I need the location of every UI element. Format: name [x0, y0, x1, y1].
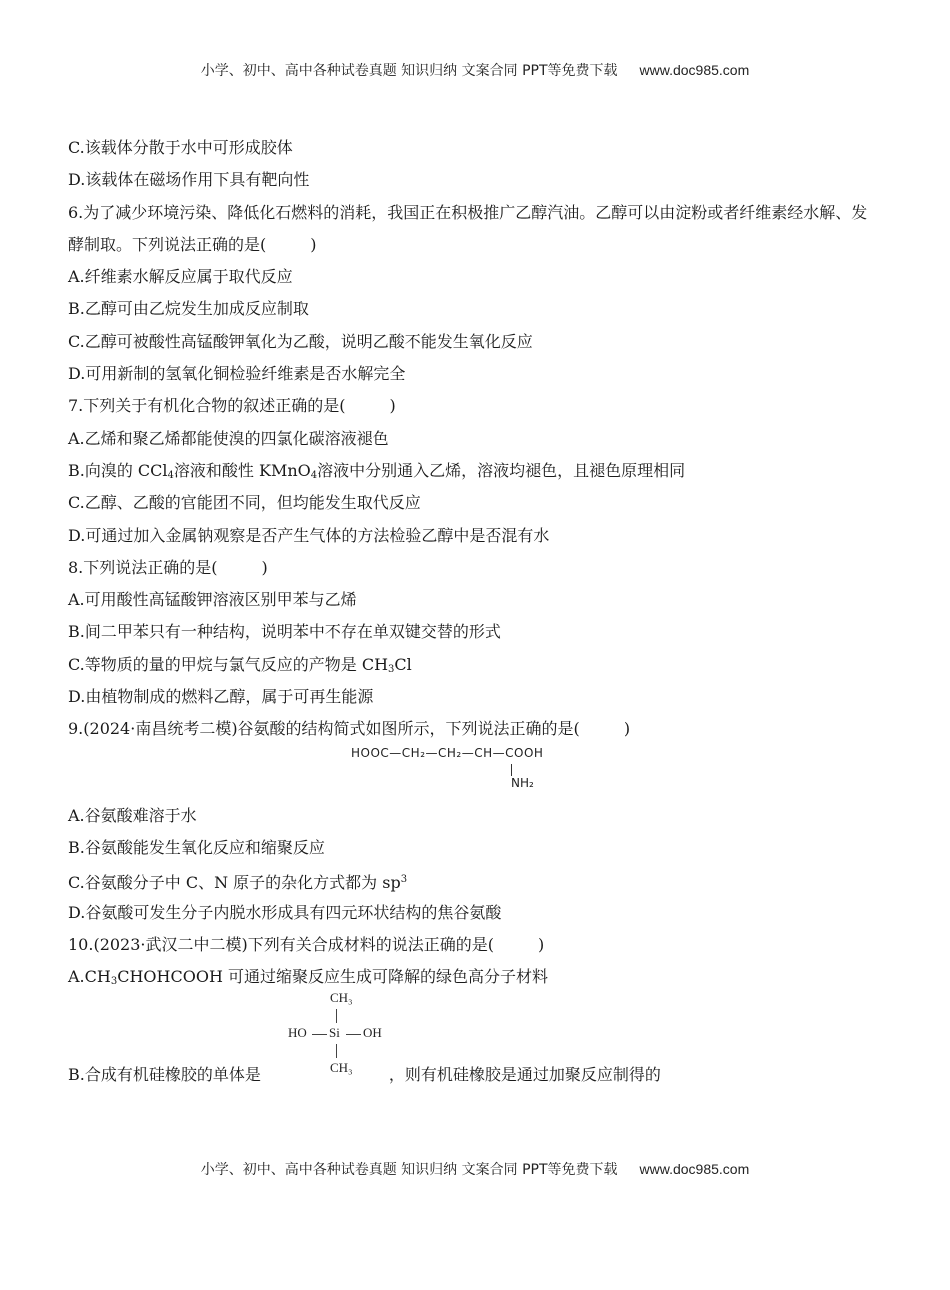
q8-c-sub: 3 — [388, 663, 395, 675]
q6-option-b: B.乙醇可由乙烷发生加成反应制取 — [68, 299, 309, 319]
silane-top-bond — [336, 1009, 337, 1023]
footer-site-link[interactable]: www.doc985.com — [639, 1161, 750, 1177]
q7-b-sub1: 4 — [167, 469, 174, 481]
q7-b-mid: 溶液和酸性 KMnO — [173, 460, 311, 480]
q9-option-c — [68, 864, 878, 896]
footer-text: 小学、初中、高中各种试卷真题 知识归纳 文案合同 PPT等免费下载 — [200, 1162, 618, 1178]
page-header — [0, 60, 950, 80]
q9-option-b: B.谷氨酸能发生氧化反应和缩聚反应 — [68, 837, 325, 857]
q8-stem-text: 8.下列说法正确的是( — [68, 557, 218, 577]
q9-stem — [68, 713, 878, 745]
structure-main-chain: HOOC—CH₂—CH₂—CH—COOH — [351, 745, 544, 760]
q10-a-sub: 3 — [110, 976, 118, 988]
q8-c-pre: C.等物质的量的甲烷与氯气反应的产物是 CH — [68, 654, 389, 674]
q10-option-b — [68, 1059, 878, 1091]
q9-c-sup: 3 — [400, 874, 408, 886]
q10-a-post: CHOHCOOH 可通过缩聚反应生成可降解的绿色高分子材料 — [117, 967, 549, 987]
q10-option-a — [68, 961, 878, 993]
q8-stem-close: ) — [261, 557, 268, 577]
q7-b-post: 溶液中分别通入乙烯，溶液均褪色，且褪色原理相同 — [317, 460, 686, 480]
q10-stem — [68, 929, 878, 961]
q9-stem-close: ) — [623, 719, 631, 739]
q6-stem-text: 6.为了减少环境污染、降低化石燃料的消耗，我国正在积极推广乙醇汽油。乙醇可以由淀粉或者纤维素经水解、发酵制取。下列说法正确的是( — [68, 202, 868, 254]
page-footer — [0, 1159, 950, 1179]
q7-b-pre: B.向溴的 CCl — [68, 460, 168, 480]
q8-option-a: A.可用酸性高锰酸钾溶液区别甲苯与乙烯 — [68, 590, 357, 610]
q10-stem-close: ) — [537, 934, 545, 954]
q10-a-pre: A.CH — [68, 967, 111, 987]
q7-option-a: A.乙烯和聚乙烯都能使溴的四氯化碳溶液褪色 — [68, 428, 389, 448]
q8-option-d: D.由植物制成的燃料乙醇，属于可再生能源 — [68, 687, 374, 707]
q6-stem — [68, 197, 878, 262]
structure-amino-group: NH₂ — [511, 775, 534, 790]
q5-option-d: D.该载体在磁场作用下具有靶向性 — [68, 170, 310, 190]
q7-stem-close: ) — [389, 396, 396, 416]
q7-option-b — [68, 455, 878, 487]
q8-stem — [68, 552, 878, 584]
glutamic-acid-structure — [351, 746, 878, 800]
silane-right-hydroxyl: OH — [363, 1025, 382, 1040]
silane-left-hydroxyl: HO — [288, 1025, 307, 1040]
header-site-link[interactable]: www.doc985.com — [639, 62, 750, 78]
silane-bottom-methyl: CH₃ — [330, 1060, 353, 1075]
silane-right-bond — [346, 1034, 361, 1035]
q6-stem-close: ) — [310, 234, 317, 254]
q10-b-pre: B.合成有机硅橡胶的单体是 — [68, 1065, 261, 1084]
q10-stem-text: 10.(2023·武汉二中二模)下列有关合成材料的说法正确的是( — [68, 934, 494, 954]
q8-c-post: Cl — [394, 654, 412, 674]
q7-stem — [68, 390, 878, 422]
q9-option-d: D.谷氨酸可发生分子内脱水形成具有四元环状结构的焦谷氨酸 — [68, 902, 502, 922]
q7-b-sub2: 4 — [310, 469, 318, 481]
q10-b-post: ，则有机硅橡胶是通过加聚反应制得的 — [388, 1065, 661, 1084]
q9-option-a: A.谷氨酸难溶于水 — [68, 805, 197, 825]
q5-option-c: C.该载体分散于水中可形成胶体 — [68, 138, 293, 157]
q8-option-b: B.间二甲苯只有一种结构，说明苯中不存在单双键交替的形式 — [68, 622, 501, 642]
header-text: 小学、初中、高中各种试卷真题 知识归纳 文案合同 PPT等免费下载 — [200, 63, 618, 79]
structure-bond — [511, 764, 512, 776]
q6-option-a: A.纤维素水解反应属于取代反应 — [68, 267, 293, 287]
q7-option-c: C.乙醇、乙酸的官能团不同，但均能发生取代反应 — [68, 493, 421, 513]
q7-stem-text: 7.下列关于有机化合物的叙述正确的是( — [68, 396, 346, 416]
silane-left-bond — [312, 1034, 327, 1035]
silanediol-structure — [286, 990, 406, 1090]
q7-option-d: D.可通过加入金属钠观察是否产生气体的方法检验乙醇中是否混有水 — [68, 525, 550, 545]
q8-option-c — [68, 649, 878, 681]
silane-bottom-bond — [336, 1044, 337, 1058]
question-content — [68, 132, 878, 993]
silane-top-methyl: CH₃ — [330, 990, 353, 1005]
q6-option-c: C.乙醇可被酸性高锰酸钾氧化为乙酸，说明乙酸不能发生氧化反应 — [68, 331, 533, 351]
q6-option-d: D.可用新制的氢氧化铜检验纤维素是否水解完全 — [68, 364, 406, 384]
q9-c-pre: C.谷氨酸分子中 C、N 原子的杂化方式都为 sp — [68, 873, 401, 893]
silane-center-atom: Si — [329, 1025, 340, 1040]
q9-stem-text: 9.(2024·南昌统考二模)谷氨酸的结构简式如图所示，下列说法正确的是( — [68, 719, 580, 739]
